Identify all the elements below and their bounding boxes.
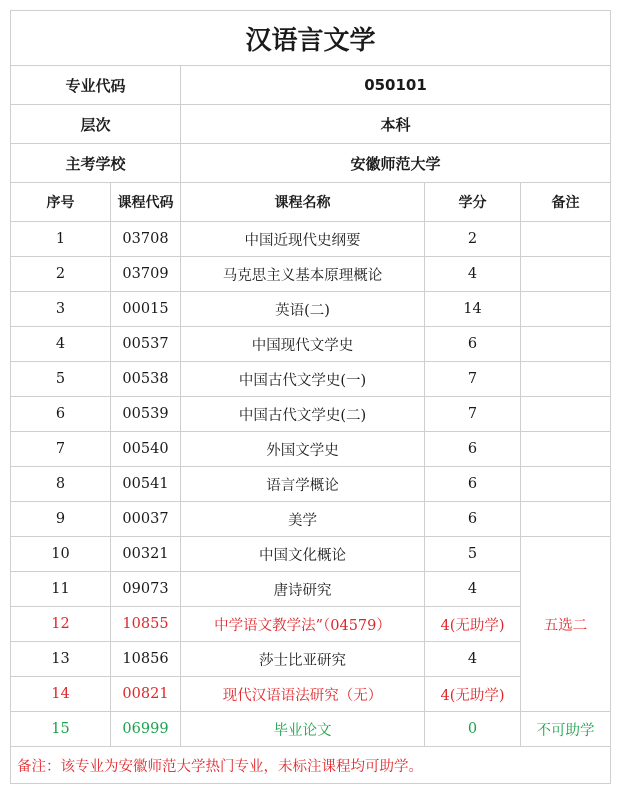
row-name: 中学语文教学法”（04579） xyxy=(181,607,425,642)
header-note: 备注 xyxy=(521,183,611,222)
level-value: 本科 xyxy=(181,105,611,144)
row-note xyxy=(521,292,611,327)
row-name: 中国近现代史纲要 xyxy=(181,222,425,257)
row-credit: 0 xyxy=(425,712,521,747)
page-title: 汉语言文学 xyxy=(11,11,611,66)
elective-note: 五选二 xyxy=(521,537,611,712)
row-seq: 7 xyxy=(11,432,111,467)
row-code: 00541 xyxy=(111,467,181,502)
table-row xyxy=(11,362,611,397)
curriculum-table xyxy=(10,10,611,784)
major-code-label: 专业代码 xyxy=(11,66,181,105)
row-name: 现代汉语语法研究（无） xyxy=(181,677,425,712)
row-name: 美学 xyxy=(181,502,425,537)
row-code: 03708 xyxy=(111,222,181,257)
row-seq: 1 xyxy=(11,222,111,257)
table-row xyxy=(11,502,611,537)
row-name: 毕业论文 xyxy=(181,712,425,747)
row-name: 语言学概论 xyxy=(181,467,425,502)
row-seq: 8 xyxy=(11,467,111,502)
row-credit: 4(无助学) xyxy=(425,677,521,712)
row-note xyxy=(521,327,611,362)
school-label: 主考学校 xyxy=(11,144,181,183)
table-row xyxy=(11,467,611,502)
row-seq: 9 xyxy=(11,502,111,537)
row-seq: 14 xyxy=(11,677,111,712)
table-row xyxy=(11,327,611,362)
row-credit: 14 xyxy=(425,292,521,327)
row-credit: 5 xyxy=(425,537,521,572)
row-code: 00538 xyxy=(111,362,181,397)
major-code-value: 050101 xyxy=(181,66,611,105)
row-note xyxy=(521,257,611,292)
table-row xyxy=(11,257,611,292)
row-credit: 4 xyxy=(425,642,521,677)
row-credit: 2 xyxy=(425,222,521,257)
row-code: 09073 xyxy=(111,572,181,607)
table-row xyxy=(11,432,611,467)
table-row xyxy=(11,222,611,257)
row-credit: 7 xyxy=(425,362,521,397)
row-name: 外国文学史 xyxy=(181,432,425,467)
footer-note: 备注：该专业为安徽师范大学热门专业，未标注课程均可助学。 xyxy=(11,747,611,784)
row-note xyxy=(521,397,611,432)
row-code: 00015 xyxy=(111,292,181,327)
no-assist-note: 不可助学 xyxy=(521,712,611,747)
row-seq: 13 xyxy=(11,642,111,677)
table-row xyxy=(11,292,611,327)
row-name: 马克思主义基本原理概论 xyxy=(181,257,425,292)
row-seq: 4 xyxy=(11,327,111,362)
row-name: 中国古代文学史(一) xyxy=(181,362,425,397)
row-credit: 6 xyxy=(425,327,521,362)
header-credit: 学分 xyxy=(425,183,521,222)
row-seq: 15 xyxy=(11,712,111,747)
table-row xyxy=(11,712,611,747)
row-name: 莎士比亚研究 xyxy=(181,642,425,677)
row-seq: 6 xyxy=(11,397,111,432)
row-name: 中国文化概论 xyxy=(181,537,425,572)
row-code: 00037 xyxy=(111,502,181,537)
row-note xyxy=(521,432,611,467)
row-seq: 3 xyxy=(11,292,111,327)
level-label: 层次 xyxy=(11,105,181,144)
row-credit: 4(无助学) xyxy=(425,607,521,642)
row-seq: 5 xyxy=(11,362,111,397)
row-seq: 2 xyxy=(11,257,111,292)
row-code: 00539 xyxy=(111,397,181,432)
row-seq: 10 xyxy=(11,537,111,572)
row-code: 00321 xyxy=(111,537,181,572)
row-credit: 4 xyxy=(425,572,521,607)
row-code: 10856 xyxy=(111,642,181,677)
row-credit: 7 xyxy=(425,397,521,432)
row-seq: 12 xyxy=(11,607,111,642)
row-name: 英语(二) xyxy=(181,292,425,327)
row-note xyxy=(521,502,611,537)
table-row xyxy=(11,397,611,432)
table-row xyxy=(11,537,611,572)
row-name: 中国古代文学史(二) xyxy=(181,397,425,432)
row-note xyxy=(521,362,611,397)
row-credit: 6 xyxy=(425,467,521,502)
row-code: 00540 xyxy=(111,432,181,467)
header-seq: 序号 xyxy=(11,183,111,222)
header-course-code: 课程代码 xyxy=(111,183,181,222)
row-code: 06999 xyxy=(111,712,181,747)
row-code: 03709 xyxy=(111,257,181,292)
school-value: 安徽师范大学 xyxy=(181,144,611,183)
row-code: 10855 xyxy=(111,607,181,642)
row-code: 00821 xyxy=(111,677,181,712)
row-code: 00537 xyxy=(111,327,181,362)
row-note xyxy=(521,222,611,257)
row-credit: 6 xyxy=(425,502,521,537)
row-note xyxy=(521,467,611,502)
row-name: 唐诗研究 xyxy=(181,572,425,607)
row-credit: 6 xyxy=(425,432,521,467)
row-credit: 4 xyxy=(425,257,521,292)
row-seq: 11 xyxy=(11,572,111,607)
header-course-name: 课程名称 xyxy=(181,183,425,222)
row-name: 中国现代文学史 xyxy=(181,327,425,362)
